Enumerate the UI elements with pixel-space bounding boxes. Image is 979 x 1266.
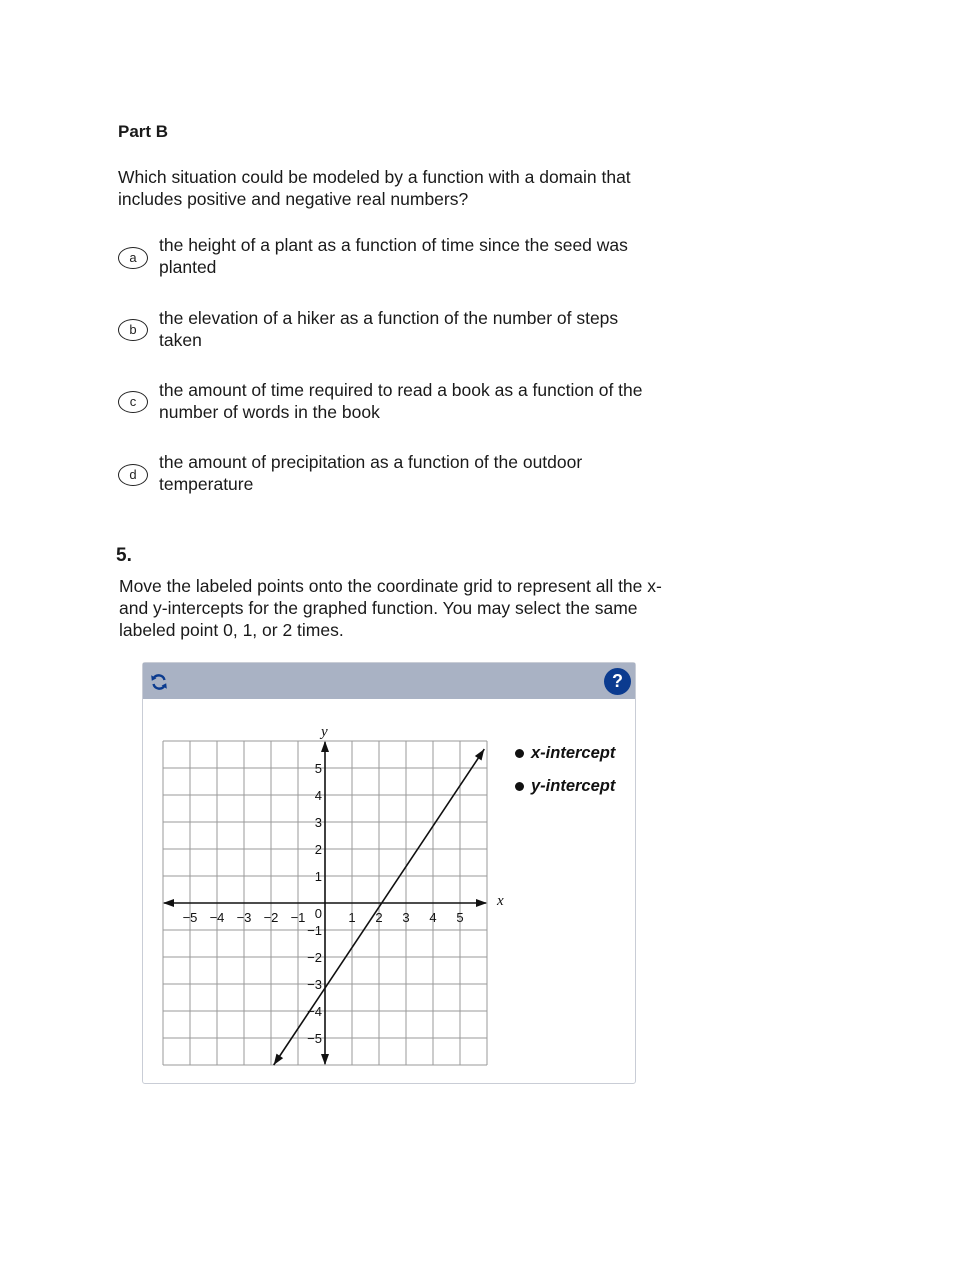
x-tick-label: 5 (456, 910, 464, 925)
option-b-radio[interactable]: b (118, 319, 148, 341)
y-tick-label: 2 (314, 842, 322, 857)
y-tick-label: −3 (307, 977, 322, 992)
x-tick-label: 4 (429, 910, 437, 925)
graphing-widget (142, 662, 636, 1084)
y-tick-label: −1 (307, 923, 322, 938)
y-axis-label: y (321, 724, 328, 740)
x-intercept-dot[interactable] (515, 749, 524, 758)
option-d-radio[interactable]: d (118, 464, 148, 486)
axes (163, 724, 504, 1065)
x-tick-label: −4 (209, 910, 225, 925)
option-a-text: the height of a plant as a function of time since the seed was planted (159, 235, 628, 277)
option-c-radio[interactable]: c (118, 391, 148, 413)
x-tick-label: 3 (402, 910, 410, 925)
x-axis-arrow-right (476, 899, 487, 907)
y-tick-label: −5 (307, 1031, 322, 1046)
y-axis-arrow-down (321, 1054, 329, 1065)
x-intercept-label: x-intercept (531, 744, 616, 762)
option-c-text: the amount of time required to read a book as a function of the number of words in the book (159, 380, 643, 422)
x-tick-label: −3 (236, 910, 252, 925)
question-number: 5. (116, 545, 132, 566)
x-intercept-point[interactable] (515, 744, 615, 763)
x-tick-label: −5 (182, 910, 198, 925)
origin-label: 0 (314, 906, 322, 921)
x-tick-label: 1 (348, 910, 356, 925)
option-a-radio[interactable]: a (118, 247, 148, 269)
y-tick-label: 1 (314, 869, 322, 884)
y-intercept-label: y-intercept (531, 777, 616, 795)
part-b-title: Part B (118, 122, 169, 141)
part-b-question: Which situation could be modeled by a function with a domain that includes positive and negative real numbers? (118, 167, 631, 209)
y-intercept-point[interactable] (515, 777, 615, 796)
y-intercept-dot[interactable] (515, 782, 524, 791)
y-tick-label: −2 (307, 950, 322, 965)
x-axis-arrow-left (163, 899, 174, 907)
y-tick-label: 5 (314, 761, 322, 776)
refresh-icon[interactable] (149, 672, 169, 692)
function-line-arrow-end (475, 749, 484, 760)
option-d-text: the amount of precipitation as a function of the outdoor temperature (159, 452, 583, 494)
coordinate-grid[interactable] (143, 699, 513, 1083)
function-line-arrow-start (274, 1054, 283, 1065)
option-b-text: the elevation of a hiker as a function of the number of steps taken (159, 308, 619, 350)
help-button[interactable]: ? (604, 668, 631, 695)
question-instructions: Move the labeled points onto the coordinate grid to represent all the x- and y-intercepts for the graphed function. You may select the same labeled point 0, 1, or 2 times. (119, 576, 662, 640)
x-tick-label: 2 (375, 910, 383, 925)
y-tick-label: 4 (314, 788, 322, 803)
x-axis-label: x (497, 893, 504, 909)
x-tick-label: −2 (263, 910, 279, 925)
widget-toolbar (143, 663, 635, 699)
y-tick-label: 3 (314, 815, 322, 830)
y-axis-arrow-up (321, 741, 329, 752)
x-tick-label: −1 (290, 910, 306, 925)
y-tick-label: −4 (307, 1004, 322, 1019)
